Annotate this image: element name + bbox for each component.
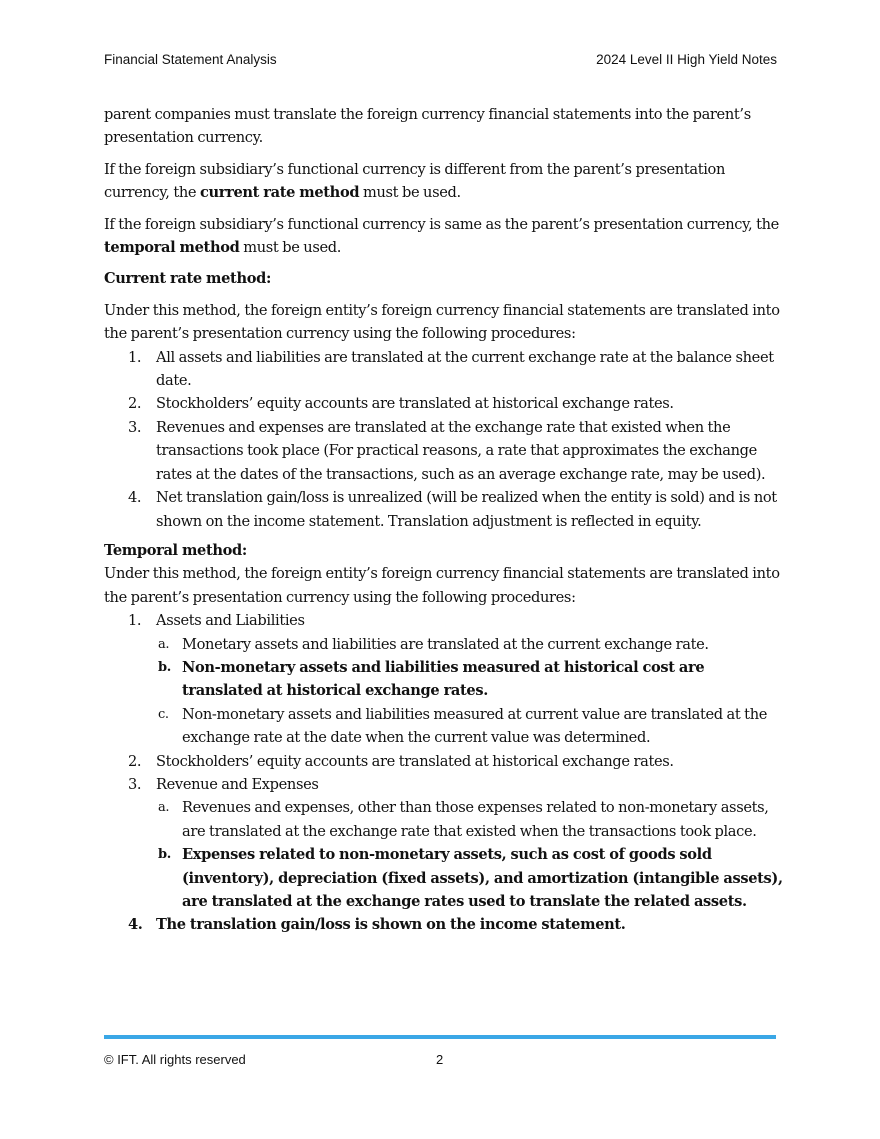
sublist-item — [156, 633, 784, 656]
sublist — [156, 633, 784, 750]
text: must be used. — [359, 184, 461, 202]
temporal-list — [104, 609, 784, 937]
sublist-letter: b. — [158, 659, 171, 675]
emphasis: temporal method — [104, 239, 240, 257]
sublist-letter: a. — [158, 800, 170, 816]
list-item — [104, 913, 784, 936]
header-subtitle: 2024 Level II High Yield Notes — [596, 52, 777, 67]
list-item — [104, 392, 784, 415]
list-text: Net translation gain/loss is unrealized (will be realized when the entity is sold) and is not shown on the income statement. Translation adjustment is reflected in equity. — [156, 489, 777, 530]
current-rate-list — [104, 346, 784, 533]
heading-temporal-method: Temporal method: — [104, 541, 247, 559]
list-number: 1. — [128, 612, 142, 630]
sublist-text: Revenues and expenses, other than those expenses related to non-monetary assets, are translated at the exchange rate that existed when the transactions took place. — [182, 799, 769, 840]
temporal-intro: Under this method, the foreign entity’s foreign currency financial statements are translated into the parent’s presentation currency using the following procedures: — [104, 565, 780, 606]
sublist-text: Non-monetary assets and liabilities measured at historical cost are translated at historical exchange rates. — [182, 658, 705, 700]
list-number: 4. — [128, 916, 143, 934]
list-number: 4. — [128, 489, 142, 507]
list-number: 2. — [128, 752, 142, 770]
footer-rule — [104, 1035, 776, 1039]
sublist-text: Monetary assets and liabilities are translated at the current exchange rate. — [182, 635, 709, 653]
header-title: Financial Statement Analysis — [104, 52, 277, 67]
list-text: The translation gain/loss is shown on the income statement. — [156, 916, 626, 934]
sublist-item — [156, 656, 784, 703]
list-item — [104, 750, 784, 773]
footer-copyright: © IFT. All rights reserved — [104, 1052, 246, 1067]
list-item — [104, 416, 784, 486]
list-text: Stockholders’ equity accounts are translated at historical exchange rates. — [156, 395, 674, 413]
sublist-item — [156, 703, 784, 750]
text: If the foreign subsidiary’s functional currency is same as the parent’s presentation currency, the — [104, 215, 779, 233]
sublist-letter: b. — [158, 847, 171, 863]
sublist-text: Expenses related to non-monetary assets, such as cost of goods sold (inventory), depreciation (fixed assets), and amortization (intangible assets), are translated at the exchange rates used to translate the related assets. — [182, 846, 783, 910]
list-number: 3. — [128, 418, 142, 436]
list-text: Revenues and expenses are translated at the exchange rate that existed when the transactions took place (For practical reasons, a rate that approximates the exchange rates at the dates of the transactions, such as an average exchange rate, may be used). — [156, 418, 766, 483]
list-text: Revenue and Expenses — [156, 775, 319, 793]
list-text: All assets and liabilities are translated at the current exchange rate at the balance sheet date. — [156, 348, 774, 390]
page-content — [104, 103, 784, 937]
list-text: Assets and Liabilities — [156, 612, 305, 630]
sublist-letter: a. — [158, 636, 170, 652]
list-text: Stockholders’ equity accounts are translated at historical exchange rates. — [156, 752, 674, 770]
heading-current-rate-method: Current rate method: — [104, 270, 271, 288]
sublist-letter: c. — [158, 706, 169, 722]
list-number: 2. — [128, 395, 142, 413]
list-number: 1. — [128, 348, 142, 366]
list-item — [104, 486, 784, 533]
list-item — [104, 346, 784, 393]
current-rate-intro: Under this method, the foreign entity’s foreign currency financial statements are translated into the parent’s presentation currency using the following procedures: — [104, 301, 780, 343]
text: If the foreign subsidiary’s functional currency is different from the parent’s presentation currency, the — [104, 160, 726, 202]
sublist — [156, 796, 784, 913]
page-number: 2 — [436, 1052, 444, 1067]
list-item — [104, 609, 784, 749]
list-item — [104, 773, 784, 913]
paragraph-temporal-rule — [104, 213, 784, 260]
list-number: 3. — [128, 775, 142, 793]
emphasis: current rate method — [199, 184, 360, 202]
sublist-item — [156, 843, 784, 913]
text: must be used. — [239, 239, 342, 257]
sublist-text: Non-monetary assets and liabilities measured at current value are translated at the exchange rate at the date when the current value was determined. — [182, 705, 768, 747]
paragraph-current-rate-rule — [104, 158, 784, 205]
sublist-item — [156, 796, 784, 843]
paragraph-intro: parent companies must translate the foreign currency financial statements into the parent’s presentation currency. — [104, 106, 751, 147]
